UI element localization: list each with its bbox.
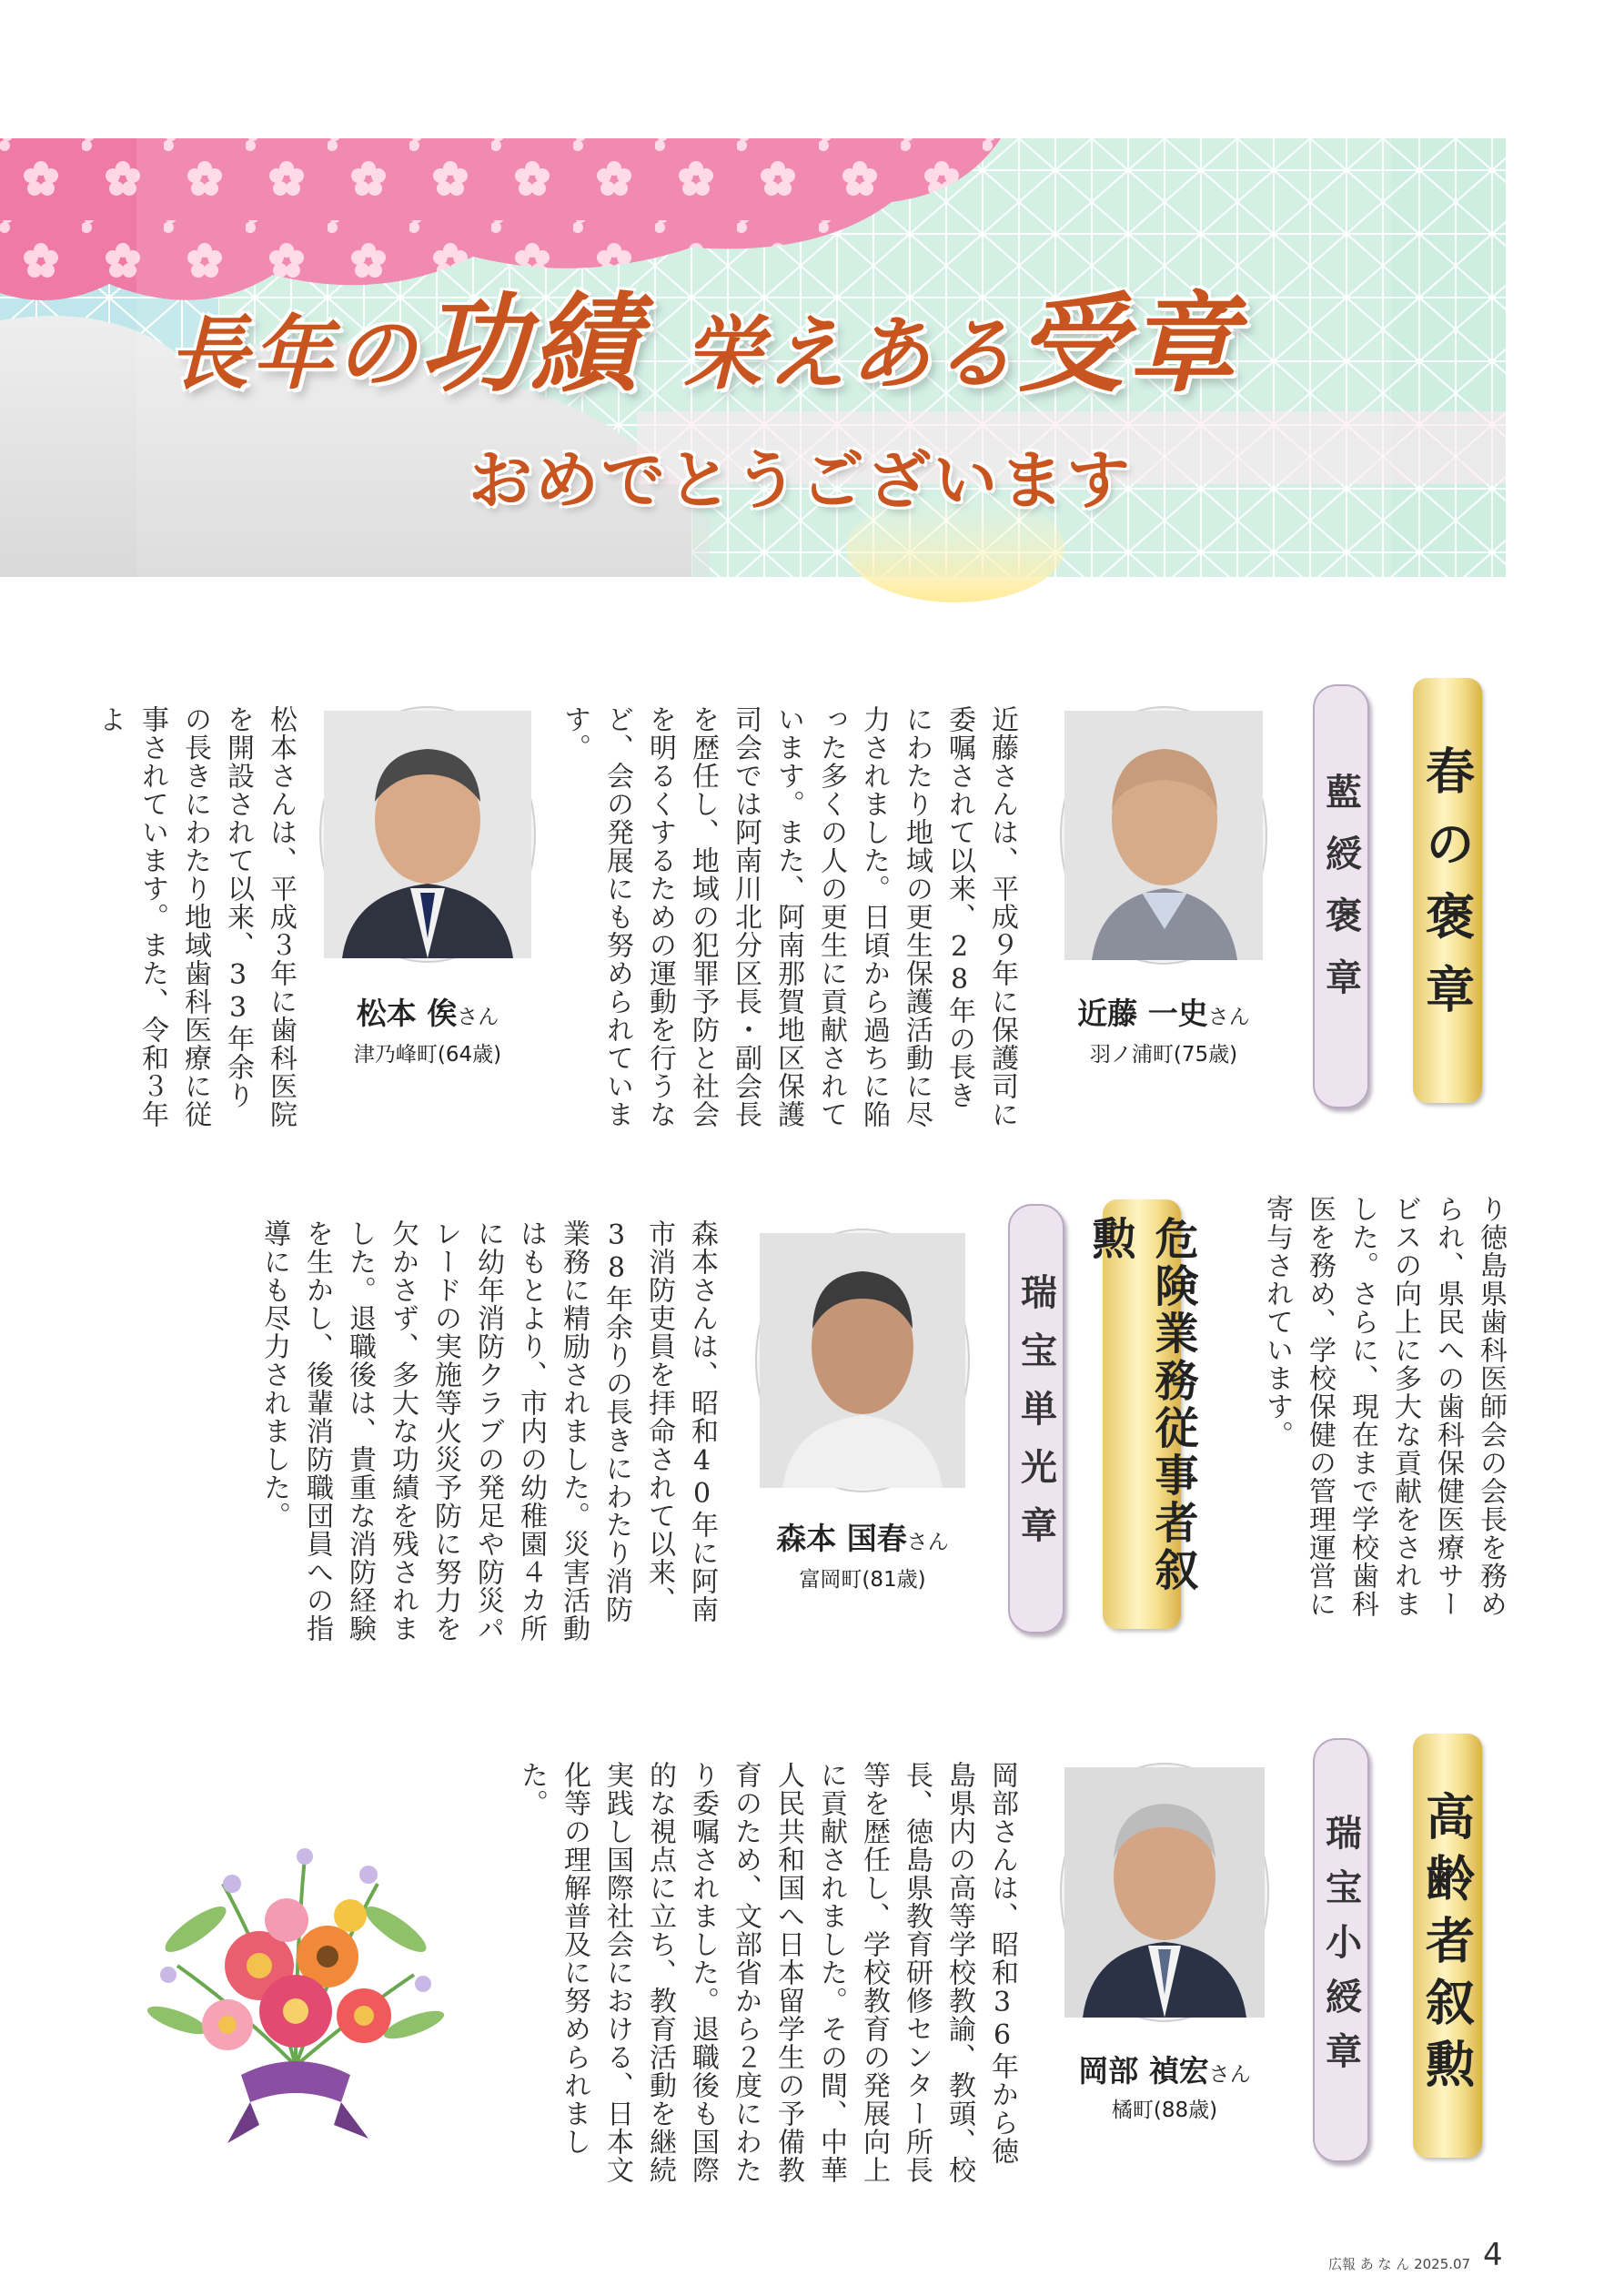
person-name [1064,990,1263,1033]
person-name [324,990,531,1033]
award-badge-zuiho-shoju [1313,1738,1369,2162]
page-number: 4 [1483,2237,1503,2273]
page-title [168,258,1239,412]
person-name [1060,2048,1269,2090]
title-part-2: 功績 [419,280,642,407]
bio-text-matsumoto-tail: り徳島県歯科医師会の会長を務められ、県民への歯科保健医療サービスの向上に多大な貢献をされました。さらに、現在まで学校歯科医を務め、学校保健の管理運営に寄与されています。 [1261,1195,1507,1618]
person-name [755,1515,970,1558]
category-label: 春の褒章 [1417,744,1477,1037]
flower-bouquet-illustration [141,1829,450,2157]
award-badge-ranju [1313,684,1369,1108]
person-town: 橘町(88歳) [1111,2099,1218,2122]
avatar-okabe [1064,1767,1265,2018]
publication-footer: 広報 あ な ん 2025.07 [1328,2256,1471,2272]
person-name-text: 近藤 一史 [1077,996,1208,1031]
honorific: さん [457,1006,499,1029]
page-subtitle: おめでとうございます [469,442,1133,518]
award-label: 瑞宝単光章 [1014,1273,1058,1564]
bio-text-matsumoto-continued [1261,1195,1512,1623]
header-banner [0,138,1506,577]
category-badge-elderly [1413,1734,1482,2158]
honorific: さん [1208,2063,1251,2087]
award-label: 瑞宝小綬章 [1319,1814,1363,2087]
person-name-text: 松本 俟 [356,996,458,1031]
person-name-text: 岡部 禎宏 [1078,2053,1209,2089]
title-part-1: 長年の [168,306,420,400]
honorific: さん [1207,1006,1250,1029]
portrait-photo [760,1233,965,1488]
avatar-morimoto [760,1233,965,1488]
portrait-photo [324,711,531,958]
person-town: 羽ノ浦町(75歳) [1089,1043,1238,1067]
category-label: 高齢者叙勲 [1417,1791,1477,2100]
bio-text-morimoto: 森本さんは、昭和40年に阿南市消防吏員を拝命されて以来、38年余りの長きにわたり消防業務に精励されました。災害活動はもとより、市内の幼稚園４カ所に幼年消防クラブの発足や防災パレードの実施等火災予防に努力を欠かさず、多大な功績を残されました。退職後は、貴重な消防経験を生かし、後輩消防職団員への指導にも尽力されました。 [258,1219,718,1643]
honorific: さん [906,1531,949,1554]
portrait-photo [1064,1767,1265,2018]
person-town: 富岡町(81歳) [799,1568,926,1592]
category-label: 危険業務従事者叙勲 [1084,1216,1198,1594]
person-town: 津乃峰町(64歳) [353,1043,502,1067]
person-name-text: 森本 国春 [776,1521,907,1556]
bio-text-matsumoto: 松本さんは、平成３年に歯科医院を開設されて以来、33年余りの長きにわたり地域歯科医療に従事されています。また、令和３年よ [94,705,297,1128]
category-badge-hazard [1084,1199,1198,1629]
bio-text-okabe: 岡部さんは、昭和36年から徳島県内の高等学校教諭、教頭、校長、徳島県教育研修センター所長等を歴任し、学校教育の発展向上に貢献されました。その間、中華人民共和国へ日本留学生の予備教育のため、文部省から２度にわたり委嘱されました。退職後も国際的な視点に立ち、教育活動を継続実践し国際社会における、日本文化等の理解普及に努められました。 [516,1761,1018,2184]
award-label: 藍綬褒章 [1319,773,1363,1020]
title-part-4: 受章 [1017,280,1240,407]
bio-text-matsumoto-part1 [94,705,302,1133]
bio-text-kondo: 近藤さんは、平成９年に保護司に委嘱されて以来、28年の長きにわたり地域の更生保護活動に尽力されました。日頃から過ちに陥った多くの人の更生に貢献されています。また、阿南那賀地区保護司会では阿南川北分区長・副会長を歴任し、地域の犯罪予防と社会を明るくするための運動を行うなど、会の発展にも努められています。 [559,705,1018,1128]
avatar-kondo [1064,711,1263,960]
award-badge-zuiho-tankou [1008,1204,1064,1633]
category-badge-spring [1413,678,1482,1103]
title-part-3: 栄えある [682,306,1018,400]
portrait-photo [1064,711,1263,960]
avatar-matsumoto [324,711,531,958]
